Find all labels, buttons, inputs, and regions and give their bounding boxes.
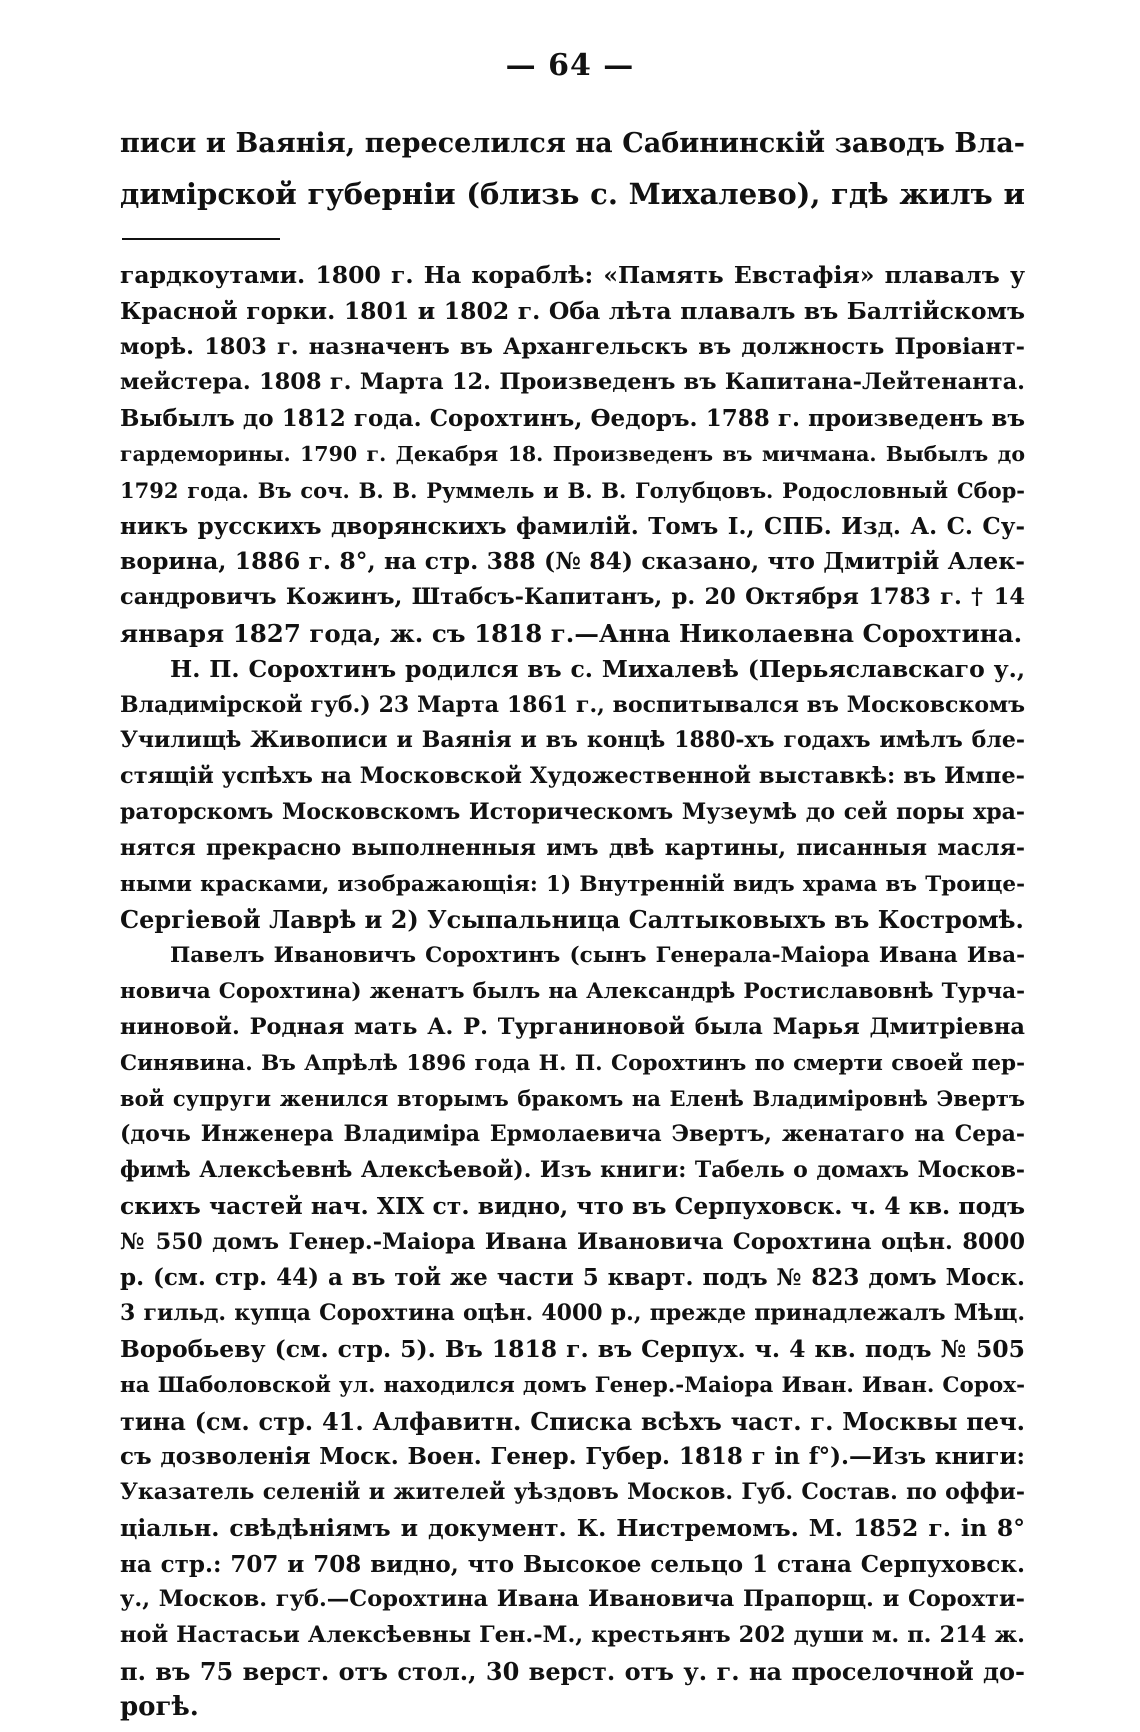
footnote-line: 3 гильд. купца Сорохтина оцѣн. 4000 р., прежде принадлежалъ Мѣщ. xyxy=(120,1300,1025,1327)
footnote-line: съ дозволенія Моск. Воен. Генер. Губер. 1818 г in f°).—Изъ книги: xyxy=(120,1443,1025,1471)
footnote-line: скихъ частей нач. XIX ст. видно, что въ Серпуховск. ч. 4 кв. подъ xyxy=(120,1191,1025,1220)
footnote-line: р. (см. стр. 44) а въ той же части 5 кварт. подъ № 823 домъ Моск. xyxy=(120,1264,1025,1292)
footnote-divider xyxy=(122,238,280,240)
footnote-line: нятся прекрасно выполненныя имъ двѣ картины, писанныя масля- xyxy=(120,834,1025,861)
footnote-line: п. въ 75 верст. отъ стол., 30 верст. отъ у. г. на проселочной до- xyxy=(120,1657,1025,1687)
footnote-line: тина (см. стр. 41. Алфавитн. Списка всѣхъ част. г. Москвы печ. xyxy=(120,1406,1025,1436)
footnote-line: Воробьеву (см. стр. 5). Въ 1818 г. въ Серпух. ч. 4 кв. подъ № 505 xyxy=(120,1334,1025,1363)
footnote-line: на стр.: 707 и 708 видно, что Высокое сельцо 1 стана Серпуховск. xyxy=(120,1550,1025,1578)
footnote-line: мейстера. 1808 г. Марта 12. Произведенъ въ Капитана-Лейтенанта. xyxy=(120,369,1025,396)
footnote-line: гардкоутами. 1800 г. На кораблѣ: «Память Евстафія» плавалъ у xyxy=(120,261,1025,289)
footnote-line: № 550 домъ Генер.-Маіора Ивана Ивановича Сорохтина оцѣн. 8000 xyxy=(120,1228,1025,1255)
main-text-line: писи и Ваянія, переселился на Сабининскій заводъ Вла- xyxy=(120,128,1025,159)
footnote-line: ниновой. Родная мать А. Р. Турганиновой была Марья Дмитріевна xyxy=(120,1013,1025,1040)
footnote-line: морѣ. 1803 г. назначенъ въ Архангельскъ въ должность Провіант- xyxy=(120,333,1025,360)
footnote-line: ціальн. свѣдѣніямъ и документ. К. Нистремомъ. М. 1852 г. in 8° xyxy=(120,1513,1025,1542)
footnote-line: Выбылъ до 1812 года. Сорохтинъ, Ѳедоръ. 1788 г. произведенъ въ xyxy=(120,405,1025,433)
footnote-line: Красной горки. 1801 и 1802 г. Оба лѣта плавалъ въ Балтійскомъ xyxy=(120,296,1025,325)
footnote-paragraph-1 xyxy=(120,258,1025,652)
main-text xyxy=(120,118,1025,220)
footnote-line: Сергіевой Лаврѣ и 2) Усыпальница Салтыковыхъ въ Костромѣ. xyxy=(120,905,1024,935)
footnote-block xyxy=(120,258,1025,1726)
footnote-line: вой супруги женился вторымъ бракомъ на Еленѣ Владиміровнѣ Эвертъ xyxy=(120,1086,1025,1112)
footnote-line: (дочь Инженера Владиміра Ермолаевича Эвертъ, женатаго на Сера- xyxy=(120,1121,1025,1148)
footnote-line: января 1827 года, ж. съ 1818 г.—Анна Николаевна Сорохтина. xyxy=(120,618,1023,648)
footnote-line: стящій успѣхъ на Московской Художественной выставкѣ: въ Импе- xyxy=(120,763,1025,790)
footnote-paragraph-2 xyxy=(120,652,1025,938)
footnote-line: Училищѣ Живописи и Ваянія и въ концѣ 1880-хъ годахъ имѣлъ бле- xyxy=(120,727,1025,754)
footnote-line: Указатель селеній и жителей уѣздовъ Москов. Губ. Состав. по оффи- xyxy=(120,1479,1025,1506)
footnote-line: на Шаболовской ул. находился домъ Генер.-Маіора Иван. Иван. Сорох- xyxy=(120,1372,1025,1398)
footnote-line: новича Сорохтина) женатъ былъ на Александрѣ Ростиславовнѣ Турча- xyxy=(120,978,1025,1004)
footnote-line: гардеморины. 1790 г. Декабря 18. Произведенъ въ мичмана. Выбылъ до xyxy=(120,441,1025,466)
footnote-line: рогѣ. xyxy=(120,1691,199,1722)
footnote-line: ворина, 1886 г. 8°, на стр. 388 (№ 84) сказано, что Дмитрій Алек- xyxy=(120,547,1025,576)
footnote-line: раторскомъ Московскомъ Историческомъ Музеумѣ до сей поры хра- xyxy=(120,798,1025,825)
footnote-line: Синявина. Въ Апрѣлѣ 1896 года Н. П. Сорохтинъ по смерти своей пер- xyxy=(120,1050,1025,1076)
footnote-line: сандровичъ Кожинъ, Штабсъ-Капитанъ, р. 20 Октября 1783 г. † 14 xyxy=(120,584,1025,611)
footnote-line: фимѣ Алексѣевнѣ Алексѣевой). Изъ книги: Табель о домахъ Москов- xyxy=(120,1156,1025,1183)
footnote-line: 1792 года. Въ соч. В. В. Руммель и В. В. Голубцовъ. Родословный Сбор- xyxy=(120,477,1025,503)
footnote-line: Владимірской губ.) 23 Марта 1861 г., воспитывался въ Московскомъ xyxy=(120,691,1025,718)
footnote-paragraph-3 xyxy=(120,938,1025,1726)
footnote-line: ными красками, изображающія: 1) Внутренній видъ храма въ Троице- xyxy=(120,871,1025,897)
footnote-line: Павелъ Ивановичъ Сорохтинъ (сынъ Генерала-Маіора Ивана Ива- xyxy=(170,943,1025,969)
footnote-line: у., Москов. губ.—Сорохтина Ивана Ивановича Прапорщ. и Сорохти- xyxy=(120,1586,1025,1613)
footnote-line: ной Настасьи Алексѣевны Ген.-М., крестьянъ 202 души м. п. 214 ж. xyxy=(120,1622,1025,1649)
page-number: — 64 — xyxy=(505,48,635,83)
footnote-line: никъ русскихъ дворянскихъ фамилій. Томъ I., СПБ. Изд. А. С. Су- xyxy=(120,512,1025,540)
footnote-line: Н. П. Сорохтинъ родился въ с. Михалевѣ (Перьяславскаго у., xyxy=(170,654,1025,683)
main-text-line: димірской губерніи (близь с. Михалево), гдѣ жилъ и xyxy=(120,177,1025,211)
